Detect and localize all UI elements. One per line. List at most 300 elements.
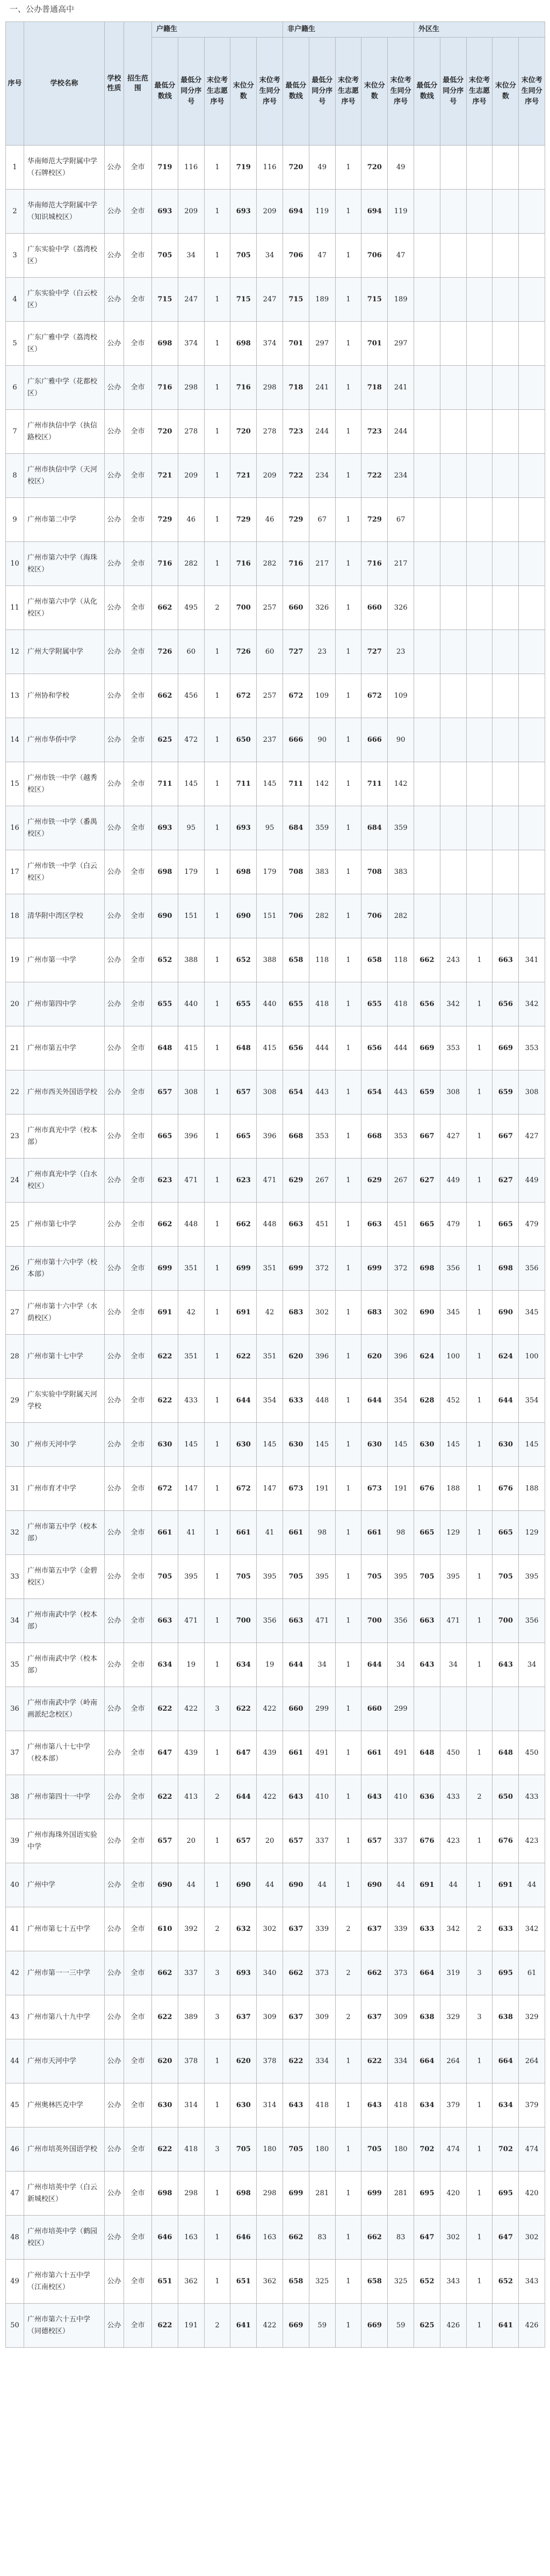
table-cell: 388 [178,938,204,982]
header-group-feihuji: 非户籍生 [283,22,414,38]
table-cell: 282 [388,894,414,938]
table-cell: 665 [493,1203,519,1247]
table-cell [440,410,466,454]
table-cell: 727 [283,630,309,674]
table-cell: 1 [335,586,361,630]
table-cell: 244 [388,410,414,454]
header-sub-cell: 最低分同分序号 [440,38,466,146]
table-cell: 699 [283,2172,309,2216]
table-cell: 326 [309,586,335,630]
table-cell: 1 [335,982,361,1026]
table-cell: 669 [493,1026,519,1070]
table-cell: 676 [493,1819,519,1863]
table-cell: 701 [283,322,309,366]
table-cell: 426 [519,2304,545,2348]
table-cell: 全市 [124,762,152,806]
table-cell: 624 [493,1335,519,1379]
table-cell: 379 [440,2083,466,2128]
table-cell: 690 [152,894,178,938]
table-cell: 319 [440,1951,466,1995]
table-cell: 420 [519,2172,545,2216]
table-cell: 418 [309,2083,335,2128]
table-row [6,498,545,542]
table-cell: 1 [335,1115,361,1159]
table-cell: 19 [257,1643,283,1687]
table-cell: 1 [204,1070,230,1115]
table-cell: 354 [388,1379,414,1423]
table-row [6,1731,545,1775]
header-sub-cell: 末位考生志愿序号 [204,38,230,146]
table-cell: 34 [6,1599,24,1643]
table-cell [519,190,545,234]
table-row [6,674,545,718]
table-cell: 630 [230,2083,257,2128]
table-cell: 423 [519,1819,545,1863]
table-cell: 389 [178,1995,204,2039]
table-cell: 44 [440,1863,466,1907]
table-row [6,586,545,630]
table-cell: 479 [440,1203,466,1247]
table-cell: 705 [493,1555,519,1599]
table-cell: 698 [230,2172,257,2216]
table-cell: 351 [257,1335,283,1379]
table-cell: 641 [493,2304,519,2348]
table-cell: 449 [440,1159,466,1203]
table-cell [493,410,519,454]
header-sub-cell: 末位分数 [230,38,257,146]
table-cell: 720 [361,146,388,190]
school-name-cell: 广州市第十六中学（校本部） [24,1247,105,1291]
header-sub-cell: 最低分数线 [414,38,440,146]
table-cell: 340 [257,1951,283,1995]
table-cell: 1 [335,2039,361,2083]
table-cell: 191 [388,1467,414,1511]
table-cell: 660 [361,1687,388,1731]
table-cell: 公办 [105,586,124,630]
table-cell: 1 [335,2083,361,2128]
table-cell: 1 [335,1511,361,1555]
table-cell [414,366,440,410]
table-cell: 693 [230,1951,257,1995]
table-row [6,1995,545,2039]
table-cell [414,234,440,278]
table-cell: 634 [152,1643,178,1687]
table-cell: 247 [178,278,204,322]
table-cell: 8 [6,454,24,498]
table-cell: 282 [257,542,283,586]
table-cell: 50 [6,2304,24,2348]
table-cell: 95 [178,806,204,850]
table-cell: 339 [388,1907,414,1951]
table-cell [414,630,440,674]
table-cell: 718 [361,366,388,410]
table-cell: 624 [414,1335,440,1379]
table-cell [440,894,466,938]
header-sub-cell: 末位考生同分序号 [519,38,545,146]
table-cell: 715 [361,278,388,322]
table-cell: 全市 [124,366,152,410]
table-cell: 14 [6,718,24,762]
table-cell: 672 [283,674,309,718]
table-cell: 690 [493,1291,519,1335]
table-cell [519,674,545,718]
table-cell: 217 [388,542,414,586]
table-cell: 695 [493,1951,519,1995]
table-cell [519,1687,545,1731]
table-cell: 119 [388,190,414,234]
table-cell: 708 [283,850,309,894]
table-cell: 2 [204,586,230,630]
table-cell: 20 [257,1819,283,1863]
table-cell: 625 [414,2304,440,2348]
table-cell: 1 [204,1203,230,1247]
table-cell: 公办 [105,1335,124,1379]
school-name-cell: 广州市第七中学 [24,1203,105,1247]
table-cell [440,762,466,806]
table-cell: 129 [519,1511,545,1555]
table-cell: 44 [6,2039,24,2083]
table-cell: 661 [230,1511,257,1555]
table-cell: 145 [519,1423,545,1467]
page-heading: 一、公办普通高中 [10,4,75,14]
table-cell: 全市 [124,894,152,938]
table-cell: 716 [283,542,309,586]
table-cell: 622 [152,1995,178,2039]
table-cell [414,850,440,894]
table-cell: 711 [152,762,178,806]
table-cell: 1 [466,1599,493,1643]
table-row [6,2172,545,2216]
table-cell: 630 [152,1423,178,1467]
table-cell: 179 [257,850,283,894]
table-cell: 690 [230,894,257,938]
table-cell: 全市 [124,1511,152,1555]
table-cell: 356 [519,1247,545,1291]
table-cell: 308 [519,1070,545,1115]
table-cell: 67 [309,498,335,542]
table-cell: 491 [388,1731,414,1775]
table-cell: 440 [257,982,283,1026]
table-row [6,806,545,850]
table-cell: 145 [178,1423,204,1467]
table-cell: 1 [204,454,230,498]
table-cell: 1 [204,1863,230,1907]
table-cell: 公办 [105,982,124,1026]
table-cell: 1 [335,1555,361,1599]
table-cell: 22 [6,1070,24,1115]
table-cell [466,278,493,322]
table-cell: 676 [493,1467,519,1511]
table-cell: 694 [283,190,309,234]
table-cell: 21 [6,1026,24,1070]
table-cell: 729 [361,498,388,542]
table-cell: 309 [388,1995,414,2039]
table-cell [493,366,519,410]
table-cell: 1 [335,1599,361,1643]
table-cell: 308 [440,1070,466,1115]
school-name-cell: 广州市真光中学（白水校区） [24,1159,105,1203]
school-name-cell: 广州市培英中学（白云新城校区） [24,2172,105,2216]
table-cell: 423 [440,1819,466,1863]
table-cell: 629 [283,1159,309,1203]
table-cell: 12 [6,630,24,674]
table-cell: 474 [440,2128,466,2172]
table-row [6,1599,545,1643]
table-cell: 全市 [124,630,152,674]
table-cell [466,234,493,278]
table-cell: 全市 [124,454,152,498]
table-cell: 716 [230,366,257,410]
table-cell: 452 [440,1379,466,1423]
table-cell: 690 [230,1863,257,1907]
table-cell: 1 [335,1159,361,1203]
table-cell: 410 [388,1775,414,1819]
table-cell: 663 [414,1599,440,1643]
table-cell: 325 [309,2260,335,2304]
table-cell: 243 [440,938,466,982]
table-cell: 公办 [105,718,124,762]
table-row [6,1775,545,1819]
table-cell: 650 [493,1775,519,1819]
school-name-cell: 广州市执信中学（执信路校区） [24,410,105,454]
table-cell: 628 [414,1379,440,1423]
table-cell: 471 [440,1599,466,1643]
table-cell: 公办 [105,1819,124,1863]
table-cell: 1 [335,1423,361,1467]
table-cell: 351 [257,1247,283,1291]
table-cell: 663 [283,1599,309,1643]
table-cell: 448 [178,1203,204,1247]
table-cell [440,630,466,674]
table-cell: 13 [6,674,24,718]
table-cell: 公办 [105,1775,124,1819]
table-cell: 1 [204,806,230,850]
table-cell: 全市 [124,1115,152,1159]
table-cell: 647 [414,2216,440,2260]
table-cell: 662 [230,1203,257,1247]
table-cell [440,806,466,850]
table-cell: 28 [6,1335,24,1379]
table-cell: 667 [493,1115,519,1159]
table-cell: 129 [440,1511,466,1555]
table-cell: 264 [519,2039,545,2083]
table-cell: 1 [335,1863,361,1907]
table-cell: 378 [178,2039,204,2083]
table-cell: 全市 [124,982,152,1026]
table-cell [493,454,519,498]
table-cell: 98 [309,1511,335,1555]
school-name-cell: 广州市培英外国语学校 [24,2128,105,2172]
table-cell: 298 [257,366,283,410]
table-cell: 1 [204,1423,230,1467]
table-cell: 658 [283,2260,309,2304]
table-cell: 622 [152,1687,178,1731]
table-cell [493,894,519,938]
table-row [6,1159,545,1203]
table-cell [440,542,466,586]
table-cell: 全市 [124,1819,152,1863]
table-cell: 622 [152,1379,178,1423]
table-cell: 661 [361,1731,388,1775]
table-cell: 1 [335,234,361,278]
school-name-cell: 广州市第六中学（从化校区） [24,586,105,630]
table-cell: 426 [440,2304,466,2348]
table-cell: 公办 [105,1687,124,1731]
table-cell: 637 [361,1907,388,1951]
table-cell: 723 [283,410,309,454]
table-cell: 公办 [105,498,124,542]
table-cell: 27 [6,1291,24,1335]
table-cell: 651 [152,2260,178,2304]
table-cell: 643 [283,2083,309,2128]
table-cell: 1 [335,1070,361,1115]
table-cell: 630 [414,1423,440,1467]
table-cell: 378 [257,2039,283,2083]
table-cell [466,630,493,674]
table-cell: 1 [466,1247,493,1291]
table-cell: 23 [309,630,335,674]
table-cell: 1 [466,1335,493,1379]
table-row [6,1379,545,1423]
table-cell: 全市 [124,1995,152,2039]
table-cell [414,146,440,190]
table-cell: 公办 [105,1467,124,1511]
table-cell: 1 [335,278,361,322]
table-cell: 100 [440,1335,466,1379]
table-cell [493,322,519,366]
table-cell: 622 [230,1687,257,1731]
table-cell: 705 [283,2128,309,2172]
table-cell: 354 [257,1379,283,1423]
table-cell: 439 [257,1731,283,1775]
admission-score-table [5,21,545,2348]
table-cell: 698 [152,322,178,366]
table-cell: 全市 [124,806,152,850]
table-cell: 664 [493,2039,519,2083]
table-cell: 444 [388,1026,414,1070]
table-cell: 665 [414,1511,440,1555]
table-cell: 267 [388,1159,414,1203]
table-cell: 1 [466,2216,493,2260]
table-cell: 180 [257,2128,283,2172]
table-cell: 647 [230,1731,257,1775]
table-cell: 643 [414,1643,440,1687]
table-cell: 公办 [105,1995,124,2039]
table-row [6,1907,545,1951]
table-cell: 715 [152,278,178,322]
table-cell: 702 [493,2128,519,2172]
table-cell: 720 [152,410,178,454]
school-name-cell: 广东广雅中学（荔湾校区） [24,322,105,366]
table-cell: 151 [257,894,283,938]
table-cell: 全市 [124,2304,152,2348]
table-cell: 683 [283,1291,309,1335]
table-cell: 705 [230,234,257,278]
table-cell [414,806,440,850]
table-cell [440,322,466,366]
table-cell: 343 [519,2260,545,2304]
table-cell: 662 [361,2216,388,2260]
table-cell: 395 [519,1555,545,1599]
table-cell: 1 [204,982,230,1026]
table-cell: 309 [309,1995,335,2039]
table-cell: 630 [361,1423,388,1467]
header-nature: 学校性质 [105,22,124,146]
table-cell [493,630,519,674]
table-cell: 643 [493,1643,519,1687]
table-cell: 705 [361,1555,388,1599]
table-cell: 427 [519,1115,545,1159]
table-cell [519,146,545,190]
table-cell: 公办 [105,1731,124,1775]
table-cell: 706 [283,894,309,938]
table-cell: 1 [335,2304,361,2348]
table-cell: 302 [257,1907,283,1951]
school-name-cell: 广州市天河中学 [24,1423,105,1467]
table-cell: 656 [283,1026,309,1070]
table-cell: 708 [361,850,388,894]
table-cell: 396 [309,1335,335,1379]
table-cell: 1 [204,630,230,674]
school-name-cell: 广州市南武中学（校本部） [24,1643,105,1687]
table-cell: 644 [493,1379,519,1423]
table-cell: 42 [6,1951,24,1995]
table-cell: 1 [204,1599,230,1643]
table-cell: 659 [493,1070,519,1115]
table-cell: 147 [178,1467,204,1511]
table-cell: 622 [361,2039,388,2083]
table-cell: 298 [257,2172,283,2216]
table-cell: 全市 [124,498,152,542]
table-cell: 1 [6,146,24,190]
table-cell [519,806,545,850]
table-cell: 4 [6,278,24,322]
table-cell: 59 [388,2304,414,2348]
table-cell: 30 [6,1423,24,1467]
table-cell [440,146,466,190]
table-cell: 395 [309,1555,335,1599]
table-cell: 145 [257,1423,283,1467]
table-cell: 479 [519,1203,545,1247]
table-cell: 1 [335,322,361,366]
table-cell: 公办 [105,630,124,674]
table-cell: 3 [204,2128,230,2172]
table-cell [519,542,545,586]
table-cell: 627 [414,1159,440,1203]
table-cell: 694 [361,190,388,234]
table-cell: 662 [361,1951,388,1995]
table-cell: 145 [178,762,204,806]
table-cell: 全市 [124,1951,152,1995]
table-cell [519,894,545,938]
table-cell: 471 [178,1159,204,1203]
table-cell: 698 [152,850,178,894]
table-cell: 672 [152,1467,178,1511]
table-cell: 433 [519,1775,545,1819]
table-cell: 全市 [124,1203,152,1247]
table-cell: 3 [204,1995,230,2039]
table-cell [493,762,519,806]
table-cell: 35 [6,1643,24,1687]
table-cell: 公办 [105,1070,124,1115]
table-cell: 665 [152,1115,178,1159]
table-cell: 693 [230,190,257,234]
table-row [6,322,545,366]
table-cell: 699 [361,1247,388,1291]
table-cell [519,454,545,498]
table-cell: 1 [335,1203,361,1247]
table-cell: 683 [361,1291,388,1335]
